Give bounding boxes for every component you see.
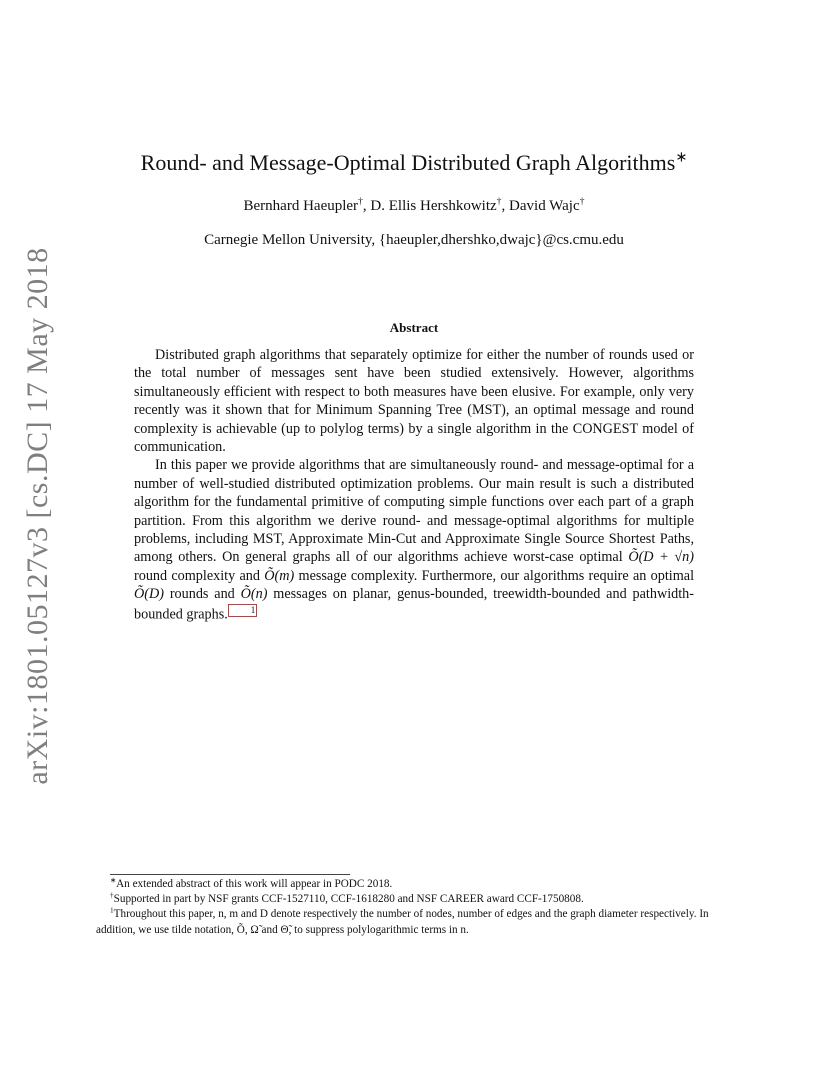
abstract-heading: Abstract (389, 320, 439, 335)
abstract-text: rounds and (169, 586, 235, 603)
math-rounds-d: Õ(D) (134, 586, 164, 603)
author-name: David Wajc (509, 198, 580, 214)
title-text: Round- and Message-Optimal Distributed Graph Algorithms (140, 150, 676, 175)
abstract-text: In this paper we provide algorithms that are simultaneously round- and message-optimal for a number of well-studied distributed optimization problems. Our main result is such a distributed algorithm for the fundamental primitive of computing simple functions over each part of a graph partition. From this algorithm we derive round- and message-optimal algorithms for multiple problems, including MST, Approximate Min-Cut and Approximate Single Source Shortest Paths, among others. On general graphs all of our algorithms achieve worst-case optimal (134, 457, 694, 566)
footnote-mark: ∗ (110, 876, 117, 885)
footnote-divider (110, 874, 350, 875)
footnote-text: An extended abstract of this work will appear in PODC 2018. (116, 878, 393, 890)
title-footnote-mark[interactable]: ∗ (675, 149, 688, 166)
paper-title (0, 150, 828, 176)
footnote-text: Supported in part by NSF grants CCF-1527110, CCF-1618280 and NSF CAREER award CCF-1750808. (113, 893, 584, 906)
arxiv-identifier[interactable]: arXiv:1801.05127v3 [cs.DC] 17 May 2018 (21, 247, 54, 785)
abstract-text: message complexity. Furthermore, our algorithms require an optimal (298, 567, 695, 584)
footnote-mark: 1 (110, 906, 114, 915)
math-messages-n: Õ(n) (240, 586, 268, 603)
abstract-text: round complexity and (134, 567, 260, 584)
author-footnote-mark[interactable]: † (358, 196, 363, 207)
abstract-paragraph-2 (134, 456, 694, 623)
abstract-paragraph-1: Distributed graph algorithms that separately optimize for either the number of rounds used or the total number of messages sent have been studied extensively. However, algorithms simultaneously efficient with respect to both measures have been elusive. For example, only very recently was it shown that for Minimum Spanning Tree (MST), an optimal message and round complexity is achievable (up to polylog terms) by a single algorithm in the CONGEST model of communication. (134, 347, 694, 456)
footnote (96, 892, 736, 907)
author-name: D. Ellis Hershkowitz (370, 198, 497, 214)
math-round-complexity: Õ(D + √n) (628, 549, 694, 566)
footnote (96, 877, 736, 892)
author-separator: , (362, 198, 371, 214)
author-separator: , (501, 198, 510, 214)
math-message-complexity: Õ(m) (264, 567, 295, 584)
footnote-mark: † (110, 891, 114, 900)
footnote-link[interactable]: 1 (228, 604, 258, 617)
author-footnote-mark[interactable]: † (579, 196, 585, 207)
abstract-text: messages on planar, genus-bounded, treewidth-bounded and pathwidth-bounded graphs. (134, 586, 694, 623)
abstract-body (134, 346, 694, 624)
footnotes (96, 877, 736, 938)
footnote (96, 907, 736, 937)
author-name: Bernhard Haeupler (243, 198, 359, 214)
author-list (0, 198, 828, 215)
footnote-text: Throughout this paper, n, m and D denote respectively the number of nodes, number of edges and the graph diameter respectively. In addition, we use tilde notation, Õ, Ω̃ and Θ̃, to suppress polylogarithmic terms in n. (96, 908, 709, 936)
affiliation: Carnegie Mellon University, {haeupler,dhershko,dwajc}@cs.cmu.edu (204, 232, 624, 248)
author-footnote-mark[interactable]: † (496, 196, 502, 207)
